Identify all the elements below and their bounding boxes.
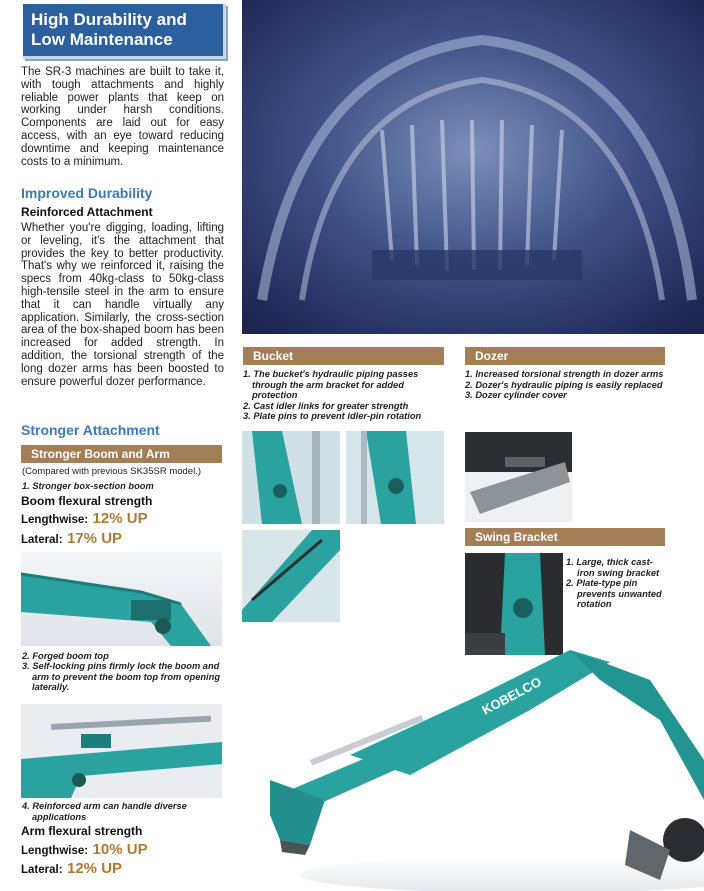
bucket-photo-2: [346, 431, 444, 524]
boom-lengthwise-label: Lengthwise:: [21, 514, 89, 526]
swing-bracket-bar: Swing Bracket: [465, 528, 665, 546]
boom-top-photo: [21, 552, 222, 646]
arm-note-4: 4. Reinforced arm can handle diverse applications: [22, 801, 187, 822]
bucket-photo-1: [242, 431, 340, 524]
boom-note-2: 2. Forged boom top: [22, 651, 109, 661]
arm-lengthwise-row: [21, 841, 148, 859]
stronger-attachment-heading: Stronger Attachment: [21, 422, 160, 438]
bucket-note-3: 3. Plate pins to prevent idler-pin rotation: [243, 411, 422, 421]
swing-note-1: 1. Large, thick cast-iron swing bracket: [566, 557, 660, 578]
bucket-note-1: 1. The bucket's hydraulic piping passes through the arm bracket for added protection: [243, 369, 419, 400]
page-title: High Durability and Low Maintenance: [31, 10, 187, 49]
compared-note: (Compared with previous SK35SR model.): [22, 466, 201, 477]
arm-lengthwise-value: 10% UP: [92, 841, 148, 858]
excavator-illustration: [230, 640, 704, 891]
bucket-notes: [243, 369, 444, 422]
boom-lateral-label: Lateral:: [21, 534, 63, 546]
arm-photo: [21, 704, 222, 798]
boom-strength-title: Boom flexural strength: [21, 494, 153, 508]
arm-lateral-value: 12% UP: [67, 860, 123, 877]
dozer-note-3: 3. Dozer cylinder cover: [465, 390, 567, 400]
bucket-photo-3: [242, 530, 340, 622]
boom-lateral-value: 17% UP: [67, 530, 123, 547]
engine-bay-hero-photo: [242, 0, 704, 334]
arm-strength-title: Arm flexural strength: [21, 824, 143, 838]
boom-lengthwise-value: 12% UP: [92, 510, 148, 527]
boom-note-3: 3. Self-locking pins firmly lock the boom and arm to prevent the boom top from opening laterally.: [22, 661, 221, 692]
boom-lengthwise-row: [21, 510, 148, 528]
reinforced-attachment-heading: Reinforced Attachment: [21, 205, 153, 219]
arm-lateral-label: Lateral:: [21, 864, 63, 876]
arm-lengthwise-label: Lengthwise:: [21, 845, 89, 857]
dozer-notes: [465, 369, 665, 401]
bucket-note-2: 2. Cast idler links for greater strength: [243, 400, 409, 411]
page-title-box: [23, 4, 226, 59]
dozer-note-1: 1. Increased torsional strength in dozer arms: [465, 369, 664, 379]
bucket-bar: Bucket: [243, 347, 444, 365]
dozer-note-2: 2. Dozer's hydraulic piping is easily replaced: [465, 379, 663, 390]
dozer-bar: Dozer: [465, 347, 665, 365]
arm-lateral-row: [21, 860, 122, 878]
dozer-photo: [465, 432, 572, 522]
swing-notes: [566, 557, 666, 610]
boom-lateral-row: [21, 530, 122, 548]
swing-note-2: 2. Plate-type pin prevents unwanted rotation: [566, 578, 662, 609]
kobelco-logo: KOBELCO: [479, 673, 544, 718]
durability-paragraph: Whether you're digging, loading, lifting or leveling, it's the attachment that provides the key to better productivity. That's why we reinforced it, raising the specs from 40kg-class to 50kg-class high-tensile steel in the arm to ensure that it can handle virtually any application. Similarly, the cross-section area of the box-shaped boom has been increased for added strength. In addition, the torsional strength of the long dozer arms has been boosted to ensure powerful dozer performance.: [21, 222, 224, 388]
stronger-boom-arm-bar: Stronger Boom and Arm: [21, 445, 222, 463]
intro-paragraph: The SR-3 machines are built to take it, with tough attachments and highly reliable power plants that keep on working under harsh conditions. Components are laid out for easy access, with an eye toward reducing downtime and keeping maintenance costs to a minimum.: [21, 66, 224, 168]
boom-note-1: 1. Stronger box-section boom: [22, 481, 154, 491]
durability-heading: Improved Durability: [21, 185, 153, 201]
